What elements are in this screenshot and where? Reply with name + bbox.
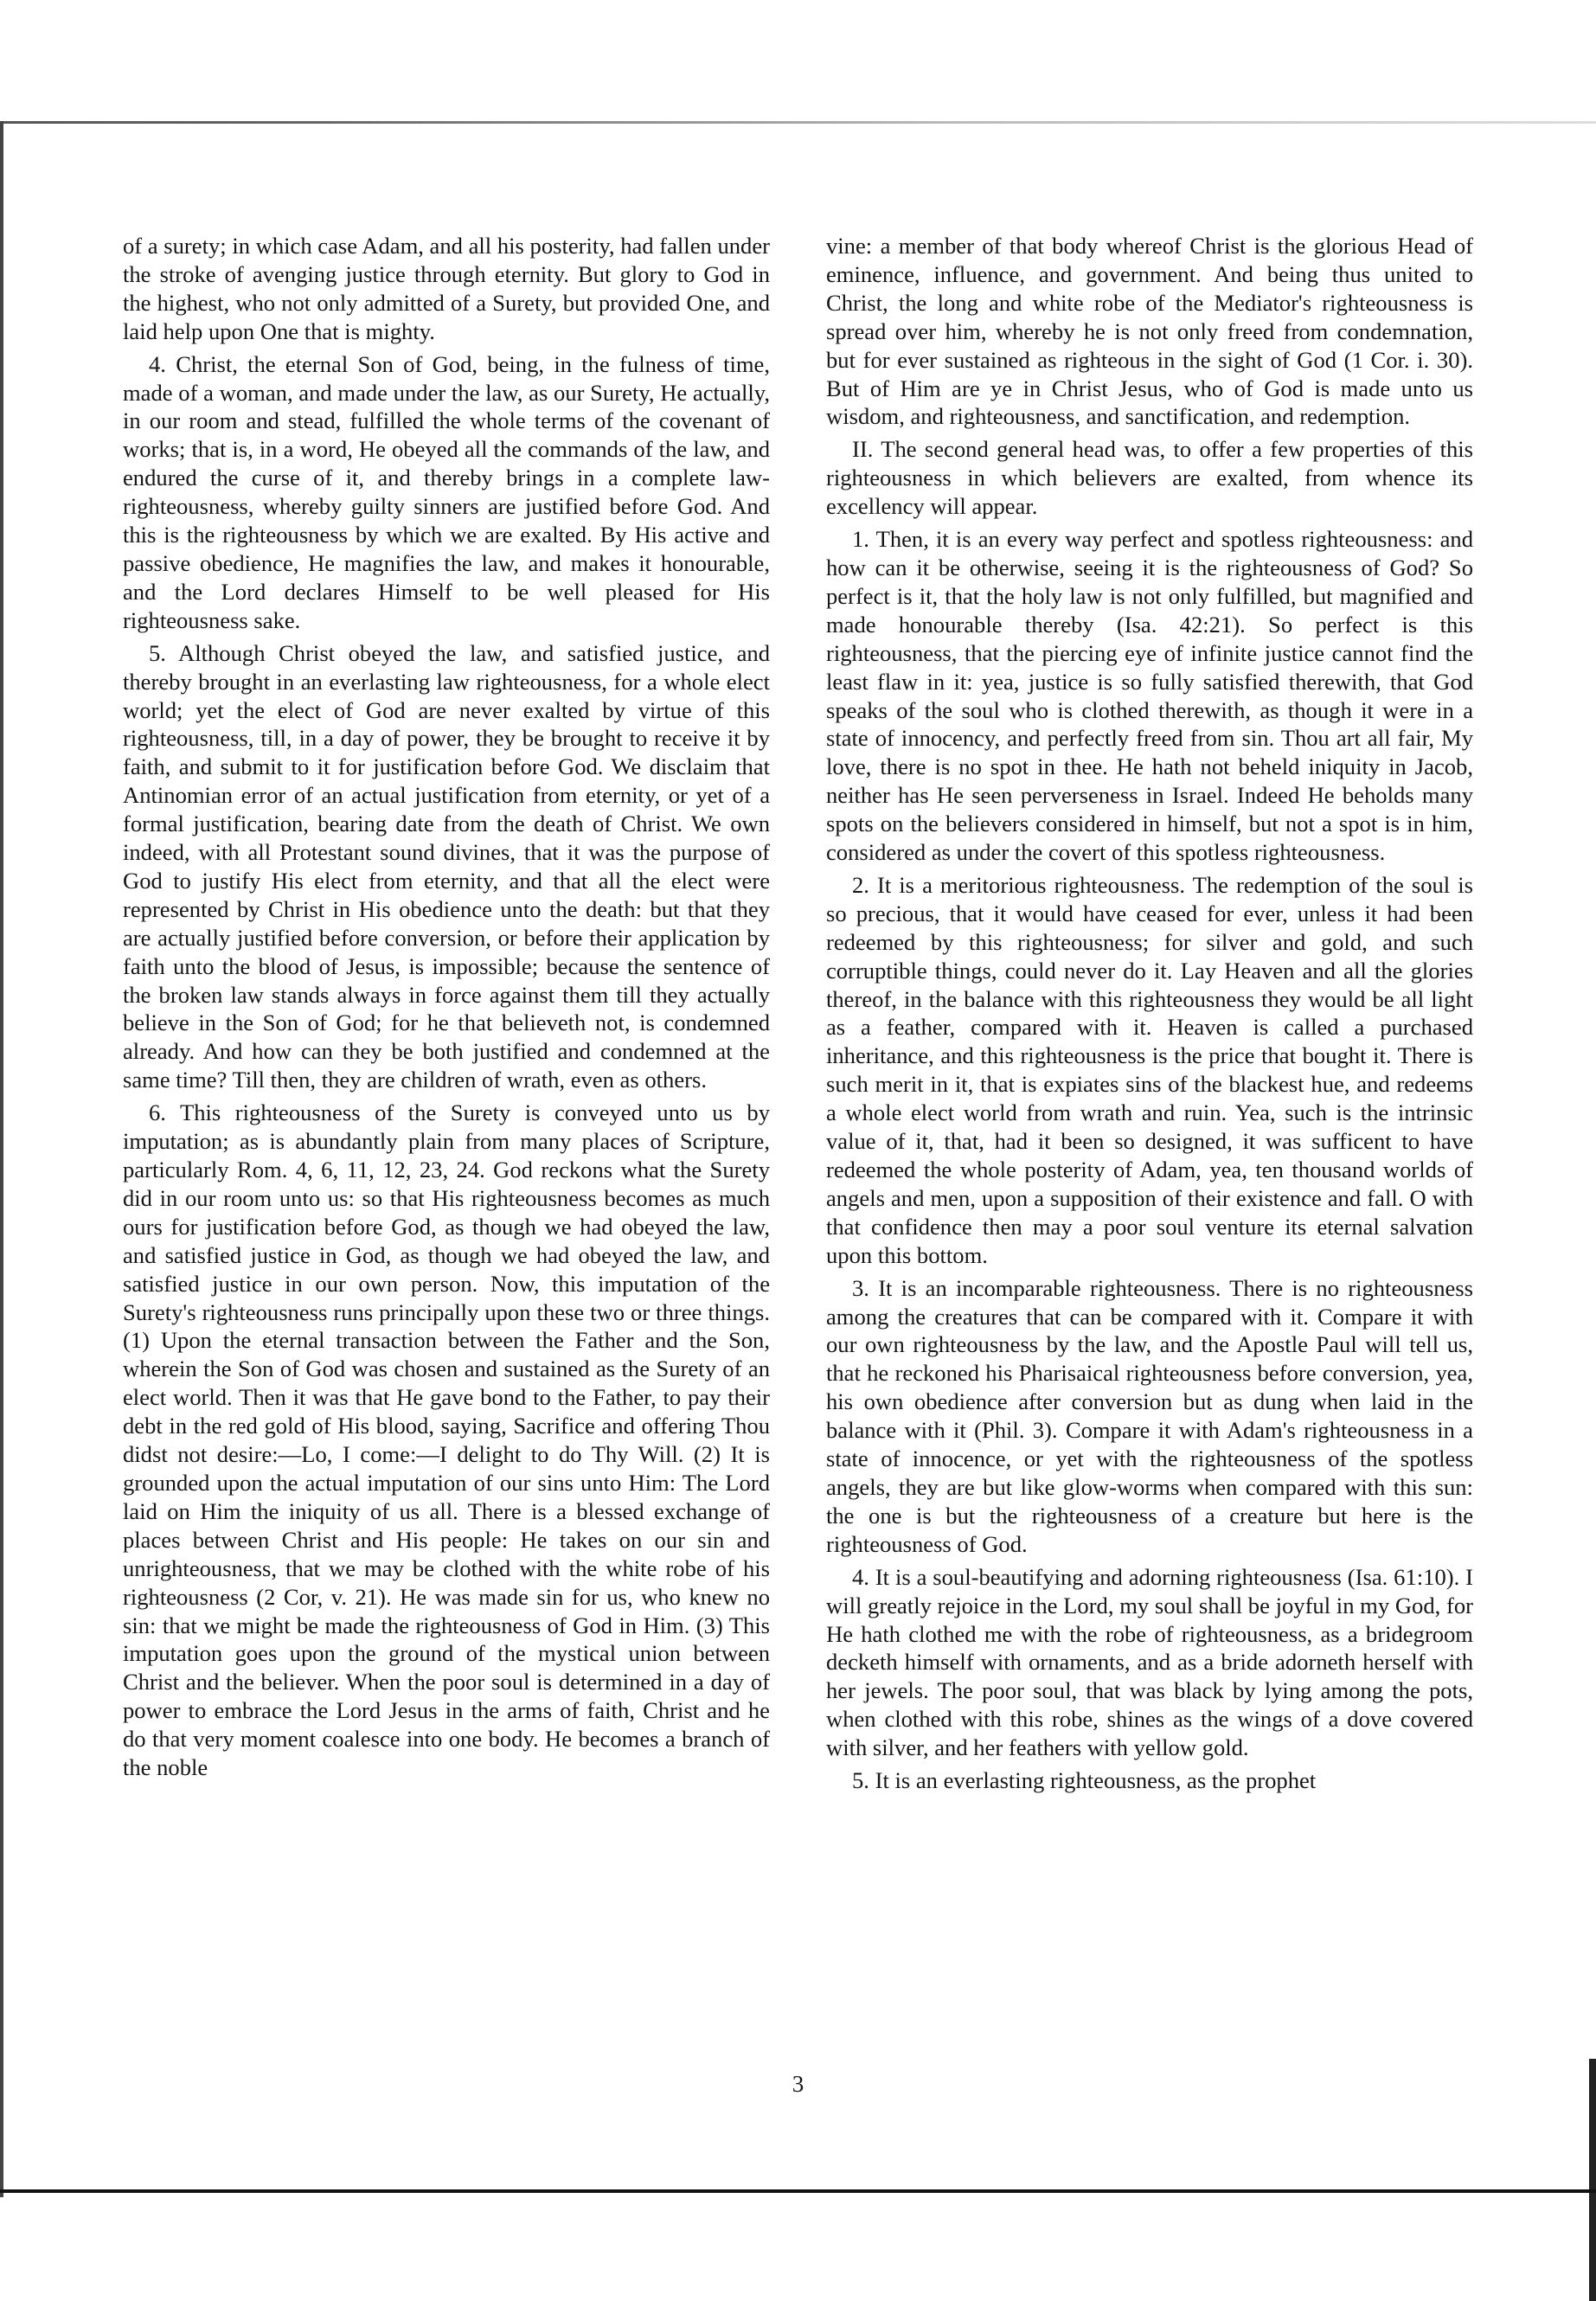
scan-edge-left [0, 121, 3, 2197]
paragraph: vine: a member of that body whereof Christ is the glorious Head of eminence, influence, and government. And being thus united to Christ, the long and white robe of the Mediator's righteousness is spread over him, whereby he is not only freed from condemnation, but for ever sustained as righteous in the sight of God (1 Cor. i. 30). But of Him are ye in Christ Jesus, who of God is made unto us wisdom, and righteousness, and sanctification, and redemption. [826, 233, 1473, 430]
left-column [123, 232, 770, 1786]
paragraph: 5. Although Christ obeyed the law, and satisfied justice, and thereby brought in an everlasting law righteousness, for a whole elect world; yet the elect of God are never exalted by virtue of this righteousness, till, in a day of power, they be brought to receive it by faith, and submit to it for justification before God. We disclaim that Antinomian error of an actual justification from eternity, or yet of a formal justification, bearing date from the death of Christ. We own indeed, with all Protestant sound divines, that it was the purpose of God to justify His elect from eternity, and that all the elect were represented by Christ in His obedience unto the death: but that they are actually justified before conversion, or before their application by faith unto the blood of Jesus, is impossible; because the sentence of the broken law stands always in force against them till they actually believe in the Son of God; for he that believeth not, is condemned already. And how can they be both justified and condemned at the same time? Till then, they are children of wrath, even as others. [123, 639, 770, 1093]
paragraph: of a surety; in which case Adam, and all his posterity, had fallen under the stroke of avenging justice through eternity. But glory to God in the highest, who not only admitted of a Surety, but provided One, and laid help upon One that is mighty. [123, 233, 770, 344]
paragraph: 1. Then, it is an every way perfect and spotless righteousness: and how can it be otherwise, seeing it is the righteousness of God? So perfect is it, that the holy law is not only fulfilled, but magnified and made honourable thereby (Isa. 42:21). So perfect is this righteousness, that the piercing eye of infinite justice cannot find the least flaw in it: yea, justice is so fully satisfied therewith, that God speaks of the soul who is clothed therewith, as though it were in a state of innocency, and perfectly freed from sin. Thou art all fair, My love, there is no spot in thee. He hath not beheld iniquity in Jacob, neither has He seen perverseness in Israel. Indeed He beholds many spots on the believers considered in himself, but not a spot is in him, considered as under the covert of this spotless righteousness. [826, 526, 1473, 866]
paragraph: 2. It is a meritorious righteousness. The redemption of the soul is so precious, that it would have ceased for ever, unless it had been redeemed by this righteousness; for silver and gold, and such corruptible things, could never do it. Lay Heaven and all the glories thereof, in the balance with this righteousness they would be all light as a feather, compared with it. Heaven is called a purchased inheritance, and this righteousness is the price that bought it. There is such merit in it, that is expiates sins of the blackest hue, and redeems a whole elect world from wrath and ruin. Yea, such is the intrinsic value of it, that, had it been so designed, it was sufficent to have redeemed the whole posterity of Adam, yea, ten thousand worlds of angels and men, upon a supposition of their existence and fall. O with that confidence then may a poor soul venture its eternal salvation upon this bottom. [826, 871, 1473, 1268]
paragraph: 6. This righteousness of the Surety is conveyed unto us by imputation; as is abundantly plain from many places of Scripture, particularly Rom. 4, 6, 11, 12, 23, 24. God reckons what the Surety did in our room unto us: so that His righteousness becomes as much ours for justification before God, as though we had obeyed the law, and satisfied justice in God, as though we had obeyed the law, and satisfied justice in our own person. Now, this imputation of the Surety's righteousness runs principally upon these two or three things. (1) Upon the eternal transaction between the Father and the Son, wherein the Son of God was chosen and sustained as the Surety of an elect world. Then it was that He gave bond to the Father, to pay their debt in the red gold of His blood, saying, Sacrifice and offering Thou didst not desire:—Lo, I come:—I delight to do Thy Will. (2) It is grounded upon the actual imputation of our sins unto Him: The Lord laid on Him the iniquity of us all. There is a blessed exchange of places between Christ and His people: He takes on our sin and unrighteousness, that we may be clothed with the white robe of his righteousness (2 Cor, v. 21). He was made sin for us, who knew no sin: that we might be made the righteousness of God in Him. (3) This imputation goes upon the ground of the mystical union between Christ and the believer. When the poor soul is determined in a day of power to embrace the Lord Jesus in the arms of faith, Christ and he do that very moment coalesce into one body. He becomes a branch of the noble [123, 1099, 770, 1781]
paragraph: II. The second general head was, to offer a few properties of this righteousness in which believers are exalted, from whence its excellency will appear. [826, 436, 1473, 520]
page-number: 3 [792, 2071, 804, 2097]
paragraph: 5. It is an everlasting righteousness, as the prophet [852, 1767, 1317, 1794]
paragraph: 4. It is a soul-beautifying and adorning righteousness (Isa. 61:10). I will greatly rejoice in the Lord, my soul shall be joyful in my God, for He hath clothed me with the robe of righteousness, as a bridegroom decketh himself with ornaments, and as a bride adorneth herself with her jewels. The poor soul, that was black by lying among the pots, when clothed with this robe, shines as the wings of a dove covered with silver, and her feathers with yellow gold. [826, 1563, 1473, 1761]
paragraph: 4. Christ, the eternal Son of God, being, in the fulness of time, made of a woman, and made under the law, as our Surety, He actually, in our room and stead, fulfilled the whole terms of the covenant of works; that is, in a word, He obeyed all the commands of the law, and endured the curse of it, and thereby brings in a complete law-righteousness, whereby guilty sinners are justified before God. And this is the righteousness by which we are exalted. By His active and passive obedience, He magnifies the law, and makes it honourable, and the Lord declares Himself to be well pleased for His righteousness sake. [123, 350, 770, 633]
scan-edge-top [0, 121, 1596, 124]
scan-edge-bottom [0, 2189, 1596, 2193]
paragraph: 3. It is an incomparable righteousness. There is no righteousness among the creatures that can be compared with it. Compare it with our own righteousness by the law, and the Apostle Paul will tell us, that he reckoned his Pharisaical righteousness before conversion, yea, his own obedience after conversion but as dung when laid in the balance with it (Phil. 3). Compare it with Adam's righteousness in a state of innocence, or yet with the righteousness of the spotless angels, they are but like glow-worms when compared with this sun: the one is but the righteousness of a creature but here is the righteousness of God. [826, 1274, 1473, 1557]
right-column [826, 232, 1473, 1799]
